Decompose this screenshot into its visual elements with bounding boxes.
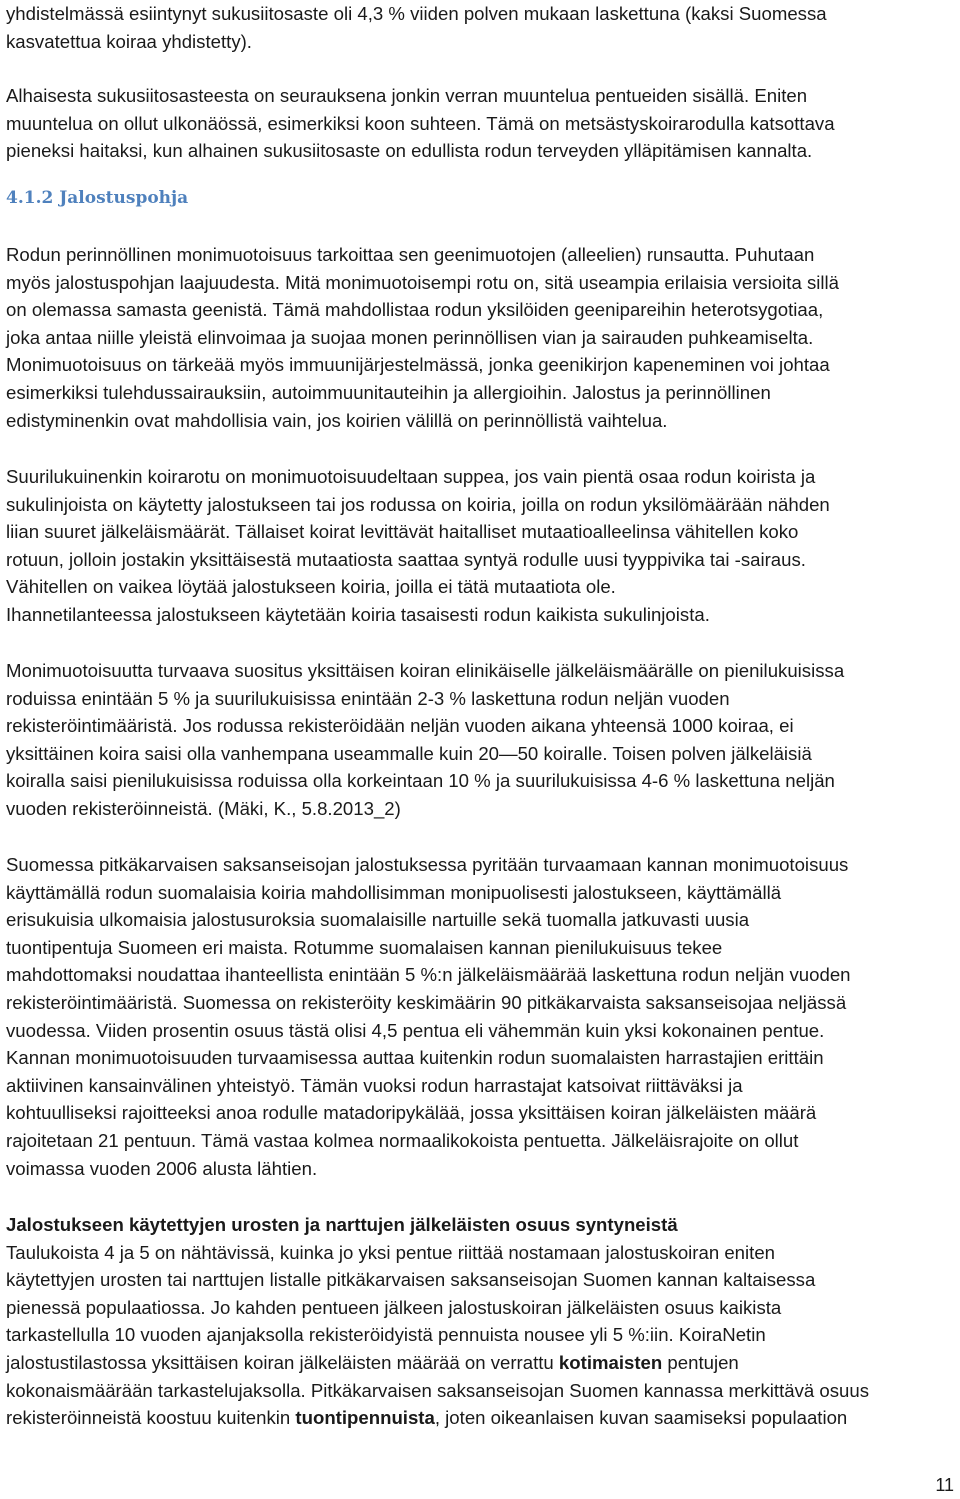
text-line: rekisteröintimääristä. Jos rodussa rekisteröidään neljän vuoden aikana yhteensä 1000 koiraa, ei	[6, 715, 794, 737]
text-run: , joten oikeanlaisen kuvan saamiseksi populaation	[434, 1407, 848, 1429]
text-line: Alhaisesta sukusiitosasteesta on seurauksena jonkin verran muuntelua pentueiden sisällä. Eniten	[6, 85, 808, 106]
text-line: erisukuisia ulkomaisia jalostusuroksia suomalaisille nartuille sekä tuomalla jatkuvasti uusia	[6, 909, 750, 931]
text-line: liian suuret jälkeläismäärät. Tällaiset koirat levittävät haitalliset mutaatioalleelinsa vähitellen koko	[6, 521, 799, 543]
text-line: koiralla saisi pienilukuisissa roduissa olla korkeintaan 10 % ja suurilukuisissa 4-6 % laskettuna neljän	[6, 770, 835, 792]
text-line: aktiivinen kansainvälinen yhteistyö. Tämän vuoksi rodun harrastajat katsoivat riittäväksi ja	[6, 1074, 743, 1096]
text-line: Rodun perinnöllinen monimuotoisuus tarkoittaa sen geenimuotojen (alleelien) runsautta. Puhutaan	[6, 244, 815, 265]
section-heading: 4.1.2 Jalostuspohja	[6, 188, 189, 208]
text-line: kasvatettua koiraa yhdistetty).	[6, 30, 252, 52]
text-line: kohtuulliseksi rajoitteeksi anoa rodulle matadoripykälää, jossa yksittäisen koiran jälkeläisten määrä	[6, 1102, 817, 1124]
paragraph-diversity	[6, 241, 956, 434]
text-line: vuoden rekisteröinneistä. (Mäki, K., 5.8.2013_2)	[6, 797, 401, 819]
paragraph-recommendation	[6, 657, 956, 823]
text-line: Kannan monimuotoisuuden turvaamisessa auttaa kuitenkin rodun suomalaisten harrastajien erittäin	[6, 1047, 824, 1069]
text-line: pieneksi haitaksi, kun alhainen sukusiitosaste on edullista rodun terveyden ylläpitämisen kannalta.	[6, 140, 813, 162]
text-line: rekisteröintimääristä. Suomessa on rekisteröity keskimäärin 90 pitkäkarvaista saksanseisojaa neljässä	[6, 991, 847, 1013]
text-run: jalostustilastossa yksittäisen koiran jälkeläisten määrää on verrattu	[6, 1351, 559, 1373]
subsection-heading: Jalostukseen käytettyjen urosten ja narttujen jälkeläisten osuus syntyneistä	[6, 1214, 678, 1235]
paragraph-large-breed	[6, 463, 956, 629]
paragraph-intro	[6, 0, 956, 55]
bold-text-run: tuontipennuista	[295, 1407, 435, 1429]
paragraph-tables	[6, 1211, 956, 1432]
text-line: Ihannetilanteessa jalostukseen käytetään koiria tasaisesti rodun kaikista sukulinjoista.	[6, 603, 710, 625]
text-line: esimerkiksi tulehdussairauksiin, autoimmuunitauteihin ja allergioihin. Jalostus ja perinnöllinen	[6, 381, 771, 403]
text-line: Suomessa pitkäkarvaisen saksanseisojan jalostuksessa pyritään turvaamaan kannan monimuotoisuus	[6, 854, 849, 875]
text-line: yksittäinen koira saisi olla vanhempana useammalle kuin 20—50 koiralle. Toisen polven jälkeläisiä	[6, 742, 812, 764]
text-line: Suurilukuinenkin koirarotu on monimuotoisuudeltaan suppea, jos vain pientä osaa rodun koirista ja	[6, 466, 816, 487]
text-line: Vähitellen on vaikea löytää jalostukseen koiria, joilla ei tätä mutaatiota ole.	[6, 576, 616, 598]
bold-text-run: kotimaisten	[558, 1351, 663, 1373]
text-line: tuontipentuja Suomeen eri maista. Rotumme suomalaisen kannan pienilukuisuus tekee	[6, 936, 723, 958]
text-line: Monimuotoisuus on tärkeää myös immuunijärjestelmässä, jonka geenikirjon kapeneminen voi johtaa	[6, 354, 830, 376]
page-number: 11	[935, 1475, 954, 1495]
text-line: sukulinjoista on käytetty jalostukseen tai jos rodussa on koiria, joilla on rodun yksilömäärään nähden	[6, 493, 830, 515]
text-line: pienessä populaatiossa. Jo kahden pentueen jälkeen jalostuskoiran jälkeläisten osuus kaikista	[6, 1296, 782, 1318]
text-line: tarkastellulla 10 vuoden ajanjaksolla rekisteröidyistä pennuista nousee yli 5 %:iin. KoiraNetin	[6, 1324, 766, 1346]
text-line: edistyminenkin ovat mahdollisia vain, jos koirien välillä on perinnöllistä vaihtelua.	[6, 409, 668, 431]
text-line: vuodessa. Viiden prosentin osuus tästä olisi 4,5 pentua eli vähemmän kuin yksi kokonainen pentue.	[6, 1019, 825, 1041]
paragraph-variation	[6, 82, 956, 165]
text-line: on olemassa samasta geenistä. Tämä mahdollistaa rodun yksilöiden geenipareihin heterotsygotiaa,	[6, 299, 824, 321]
text-line: yhdistelmässä esiintynyt sukusiitosaste oli 4,3 % viiden polven mukaan laskettuna (kaksi Suomessa	[6, 3, 827, 24]
text-line: kokonaismäärään tarkastelujaksolla. Pitkäkarvaisen saksanseisojan Suomen kannassa merkittävä osuus	[6, 1379, 869, 1401]
text-line: rajoitetaan 21 pentuun. Tämä vastaa kolmea normaalikokoista pentuetta. Jälkeläisrajoite on ollut	[6, 1129, 799, 1151]
text-line: mahdottomaksi noudattaa ihanteellista enintään 5 %:n jälkeläismäärää laskettuna rodun neljän vuoden	[6, 964, 851, 986]
text-line: roduissa enintään 5 % ja suurilukuisissa enintään 2-3 % laskettuna rodun neljän vuoden	[6, 687, 730, 709]
text-run: pentujen	[662, 1351, 739, 1373]
text-line: käyttämällä rodun suomalaisia koiria mahdollisimman monipuolisesti jalostukseen, käyttämällä	[6, 881, 782, 903]
text-run: rekisteröinneistä koostuu kuitenkin	[6, 1407, 296, 1429]
text-line: Taulukoista 4 ja 5 on nähtävissä, kuinka jo yksi pentue riittää nostamaan jalostuskoiran eniten	[6, 1241, 775, 1263]
text-line: muuntelua on ollut ulkonäössä, esimerkiksi koon suhteen. Tämä on metsästyskoirarodulla katsottava	[6, 112, 835, 134]
text-line	[6, 1349, 956, 1377]
text-line: Monimuotoisuutta turvaava suositus yksittäisen koiran elinikäiselle jälkeläismäärälle on pienilukuisissa	[6, 660, 845, 681]
text-line	[6, 1404, 956, 1432]
text-line: käytettyjen urosten tai narttujen listalle pitkäkarvaisen saksanseisojan Suomen kannan kaltaisessa	[6, 1269, 816, 1291]
text-line: myös jalostuspohjan laajuudesta. Mitä monimuotoisempi rotu on, sitä useampia erilaisia versioita sillä	[6, 271, 839, 293]
text-line: rotuun, jolloin jostakin yksittäisestä mutaatiosta saattaa syntyä rodulle uusi tyyppivika tai -sairaus.	[6, 548, 806, 570]
paragraph-finland	[6, 851, 956, 1182]
text-line: joka antaa niille yleistä elinvoimaa ja suojaa monen perinnöllisen vian ja sairauden puhkeamiselta.	[6, 326, 814, 348]
text-line: voimassa vuoden 2006 alusta lähtien.	[6, 1157, 318, 1179]
